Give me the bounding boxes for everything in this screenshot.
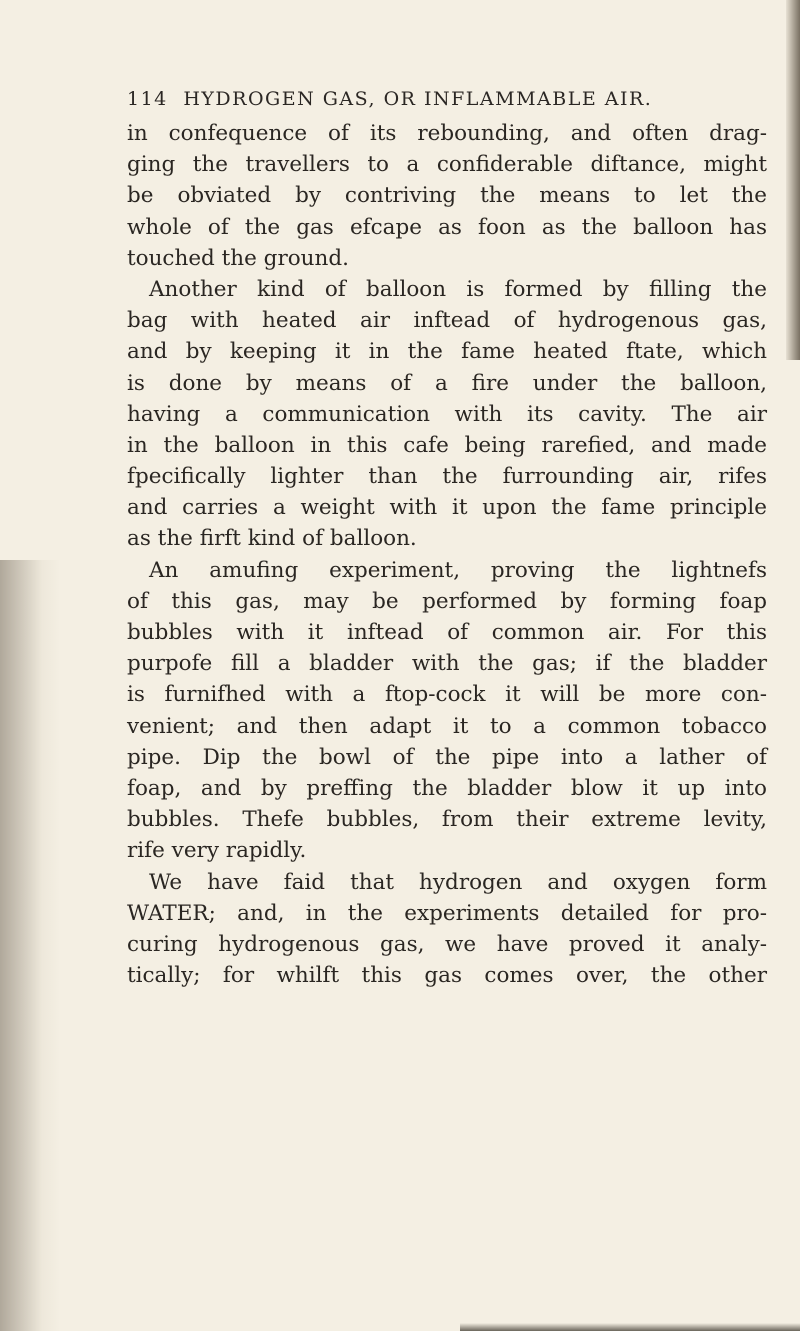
text-line: venient; and then adapt it to a common tobacco xyxy=(127,713,767,739)
running-head xyxy=(127,88,652,110)
text-line: as the firft kind of balloon. xyxy=(127,526,417,552)
text-line: be obviated by contriving the means to let the xyxy=(127,183,767,209)
text-line: An amufing experiment, proving the lightnefs xyxy=(149,557,767,583)
text-line: having a communication with its cavity. The air xyxy=(127,401,767,427)
page-gutter-shadow xyxy=(0,560,60,1331)
text-line: ging the travellers to a confiderable diftance, might xyxy=(127,152,767,178)
text-line: and carries a weight with it upon the fame principle xyxy=(127,495,767,521)
page-number: 114 xyxy=(127,88,168,110)
body-text xyxy=(127,118,767,991)
text-line: bubbles. Thefe bubbles, from their extreme levity, xyxy=(127,807,767,833)
text-line: WATER; and, in the experiments detailed for pro- xyxy=(127,900,767,926)
text-line: and by keeping it in the fame heated ftate, which xyxy=(127,339,767,365)
text-line: purpofe fill a bladder with the gas; if the bladder xyxy=(127,651,767,677)
text-line: foap, and by preffing the bladder blow it up into xyxy=(127,775,767,801)
text-line: is furnifhed with a ftop-cock it will be more con- xyxy=(127,682,767,708)
text-line: rife very rapidly. xyxy=(127,838,307,864)
text-line: in the balloon in this cafe being rarefied, and made xyxy=(127,432,767,458)
text-line: bag with heated air inftead of hydrogenous gas, xyxy=(127,308,767,334)
text-line: bubbles with it inftead of common air. For this xyxy=(127,620,767,645)
text-line: touched the ground. xyxy=(127,245,349,271)
text-line: fpecifically lighter than the furrounding air, rifes xyxy=(127,464,767,490)
text-line: is done by means of a fire under the balloon, xyxy=(127,370,767,396)
text-line: We have faid that hydrogen and oxygen form xyxy=(149,869,767,895)
text-line: curing hydrogenous gas, we have proved it analy- xyxy=(127,931,767,957)
page-edge xyxy=(786,0,800,360)
running-title: HYDROGEN GAS, OR INFLAMMABLE AIR. xyxy=(183,88,653,110)
page-bottom-edge xyxy=(460,1323,800,1331)
text-line: tically; for whilft this gas comes over, the other xyxy=(127,963,767,989)
text-line: Another kind of balloon is formed by filling the xyxy=(149,276,767,302)
text-line: whole of the gas efcape as foon as the balloon has xyxy=(127,214,767,240)
text-line: pipe. Dip the bowl of the pipe into a lather of xyxy=(127,744,767,770)
text-line: of this gas, may be performed by forming foap xyxy=(127,588,767,614)
text-line: in confequence of its rebounding, and often drag- xyxy=(127,121,767,146)
